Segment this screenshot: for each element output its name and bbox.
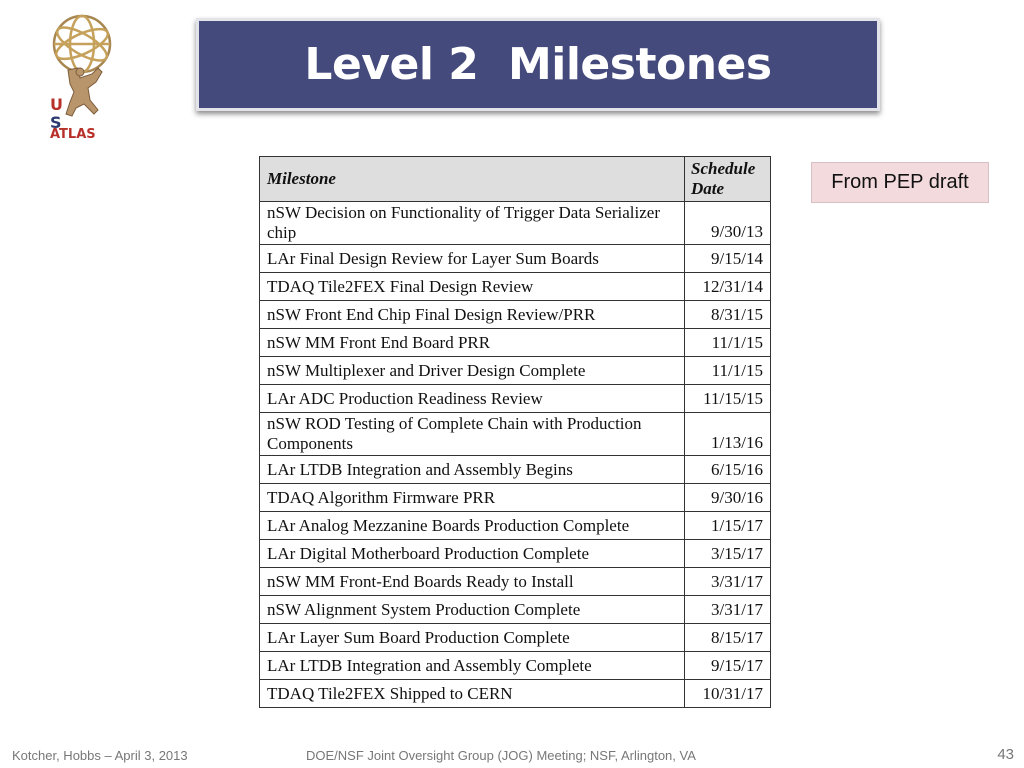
table-row: [260, 456, 771, 484]
milestone-cell: LAr Digital Motherboard Production Complete: [260, 540, 685, 568]
table-row: [260, 385, 771, 413]
table-header-row: [260, 157, 771, 202]
header-milestone: Milestone: [260, 157, 685, 202]
milestone-cell: TDAQ Tile2FEX Final Design Review: [260, 273, 685, 301]
milestone-cell: TDAQ Tile2FEX Shipped to CERN: [260, 680, 685, 708]
atlas-figure-icon: [66, 68, 102, 116]
date-cell: 1/15/17: [685, 512, 771, 540]
table-row: [260, 624, 771, 652]
milestone-cell: nSW Decision on Functionality of Trigger Data Serializer chip: [260, 202, 685, 245]
milestone-cell: LAr Analog Mezzanine Boards Production Complete: [260, 512, 685, 540]
milestone-cell: TDAQ Algorithm Firmware PRR: [260, 484, 685, 512]
milestone-cell: nSW Alignment System Production Complete: [260, 596, 685, 624]
globe-icon: [52, 16, 111, 72]
date-cell: 11/1/15: [685, 329, 771, 357]
milestone-cell: LAr LTDB Integration and Assembly Begins: [260, 456, 685, 484]
header-schedule-date: [685, 157, 771, 202]
milestone-cell: nSW Multiplexer and Driver Design Complete: [260, 357, 685, 385]
logo-word-atlas: ATLAS: [50, 127, 96, 142]
date-cell: 12/31/14: [685, 273, 771, 301]
table-row: [260, 202, 771, 245]
us-atlas-logo: [40, 8, 120, 143]
title-banner: [196, 18, 880, 111]
date-cell: 8/15/17: [685, 624, 771, 652]
logo-letter-u: U: [50, 95, 63, 114]
date-cell: 3/31/17: [685, 596, 771, 624]
footer-authors-date: Kotcher, Hobbs – April 3, 2013: [12, 748, 188, 763]
milestone-cell: nSW ROD Testing of Complete Chain with Production Components: [260, 413, 685, 456]
table-row: [260, 413, 771, 456]
table-row: [260, 301, 771, 329]
table-row: [260, 568, 771, 596]
milestone-cell: nSW MM Front End Board PRR: [260, 329, 685, 357]
header-date-line1: Schedule: [691, 159, 756, 178]
footer-meeting: DOE/NSF Joint Oversight Group (JOG) Meeting; NSF, Arlington, VA: [306, 748, 696, 763]
logo-letter-s: S: [50, 113, 62, 132]
header-date-line2: Date: [691, 179, 725, 198]
date-cell: 3/15/17: [685, 540, 771, 568]
table-row: [260, 484, 771, 512]
milestones-table: [259, 156, 771, 708]
page-number: 43: [997, 746, 1014, 763]
date-cell: 9/15/14: [685, 245, 771, 273]
date-cell: 9/15/17: [685, 652, 771, 680]
milestone-cell: LAr Layer Sum Board Production Complete: [260, 624, 685, 652]
date-cell: 3/31/17: [685, 568, 771, 596]
date-cell: 11/1/15: [685, 357, 771, 385]
milestone-cell: nSW Front End Chip Final Design Review/PRR: [260, 301, 685, 329]
date-cell: 1/13/16: [685, 413, 771, 456]
table-row: [260, 329, 771, 357]
milestone-cell: LAr LTDB Integration and Assembly Complete: [260, 652, 685, 680]
table-row: [260, 596, 771, 624]
table-row: [260, 245, 771, 273]
table-row: [260, 680, 771, 708]
milestone-cell: nSW MM Front-End Boards Ready to Install: [260, 568, 685, 596]
from-pep-draft-note: From PEP draft: [811, 162, 989, 203]
table-row: [260, 652, 771, 680]
table-row: [260, 512, 771, 540]
date-cell: 9/30/13: [685, 202, 771, 245]
date-cell: 11/15/15: [685, 385, 771, 413]
slide-title: Level 2 Milestones: [304, 39, 772, 90]
milestone-cell: LAr ADC Production Readiness Review: [260, 385, 685, 413]
date-cell: 10/31/17: [685, 680, 771, 708]
date-cell: 6/15/16: [685, 456, 771, 484]
table-row: [260, 273, 771, 301]
date-cell: 9/30/16: [685, 484, 771, 512]
milestone-cell: LAr Final Design Review for Layer Sum Boards: [260, 245, 685, 273]
table-row: [260, 357, 771, 385]
date-cell: 8/31/15: [685, 301, 771, 329]
table-row: [260, 540, 771, 568]
